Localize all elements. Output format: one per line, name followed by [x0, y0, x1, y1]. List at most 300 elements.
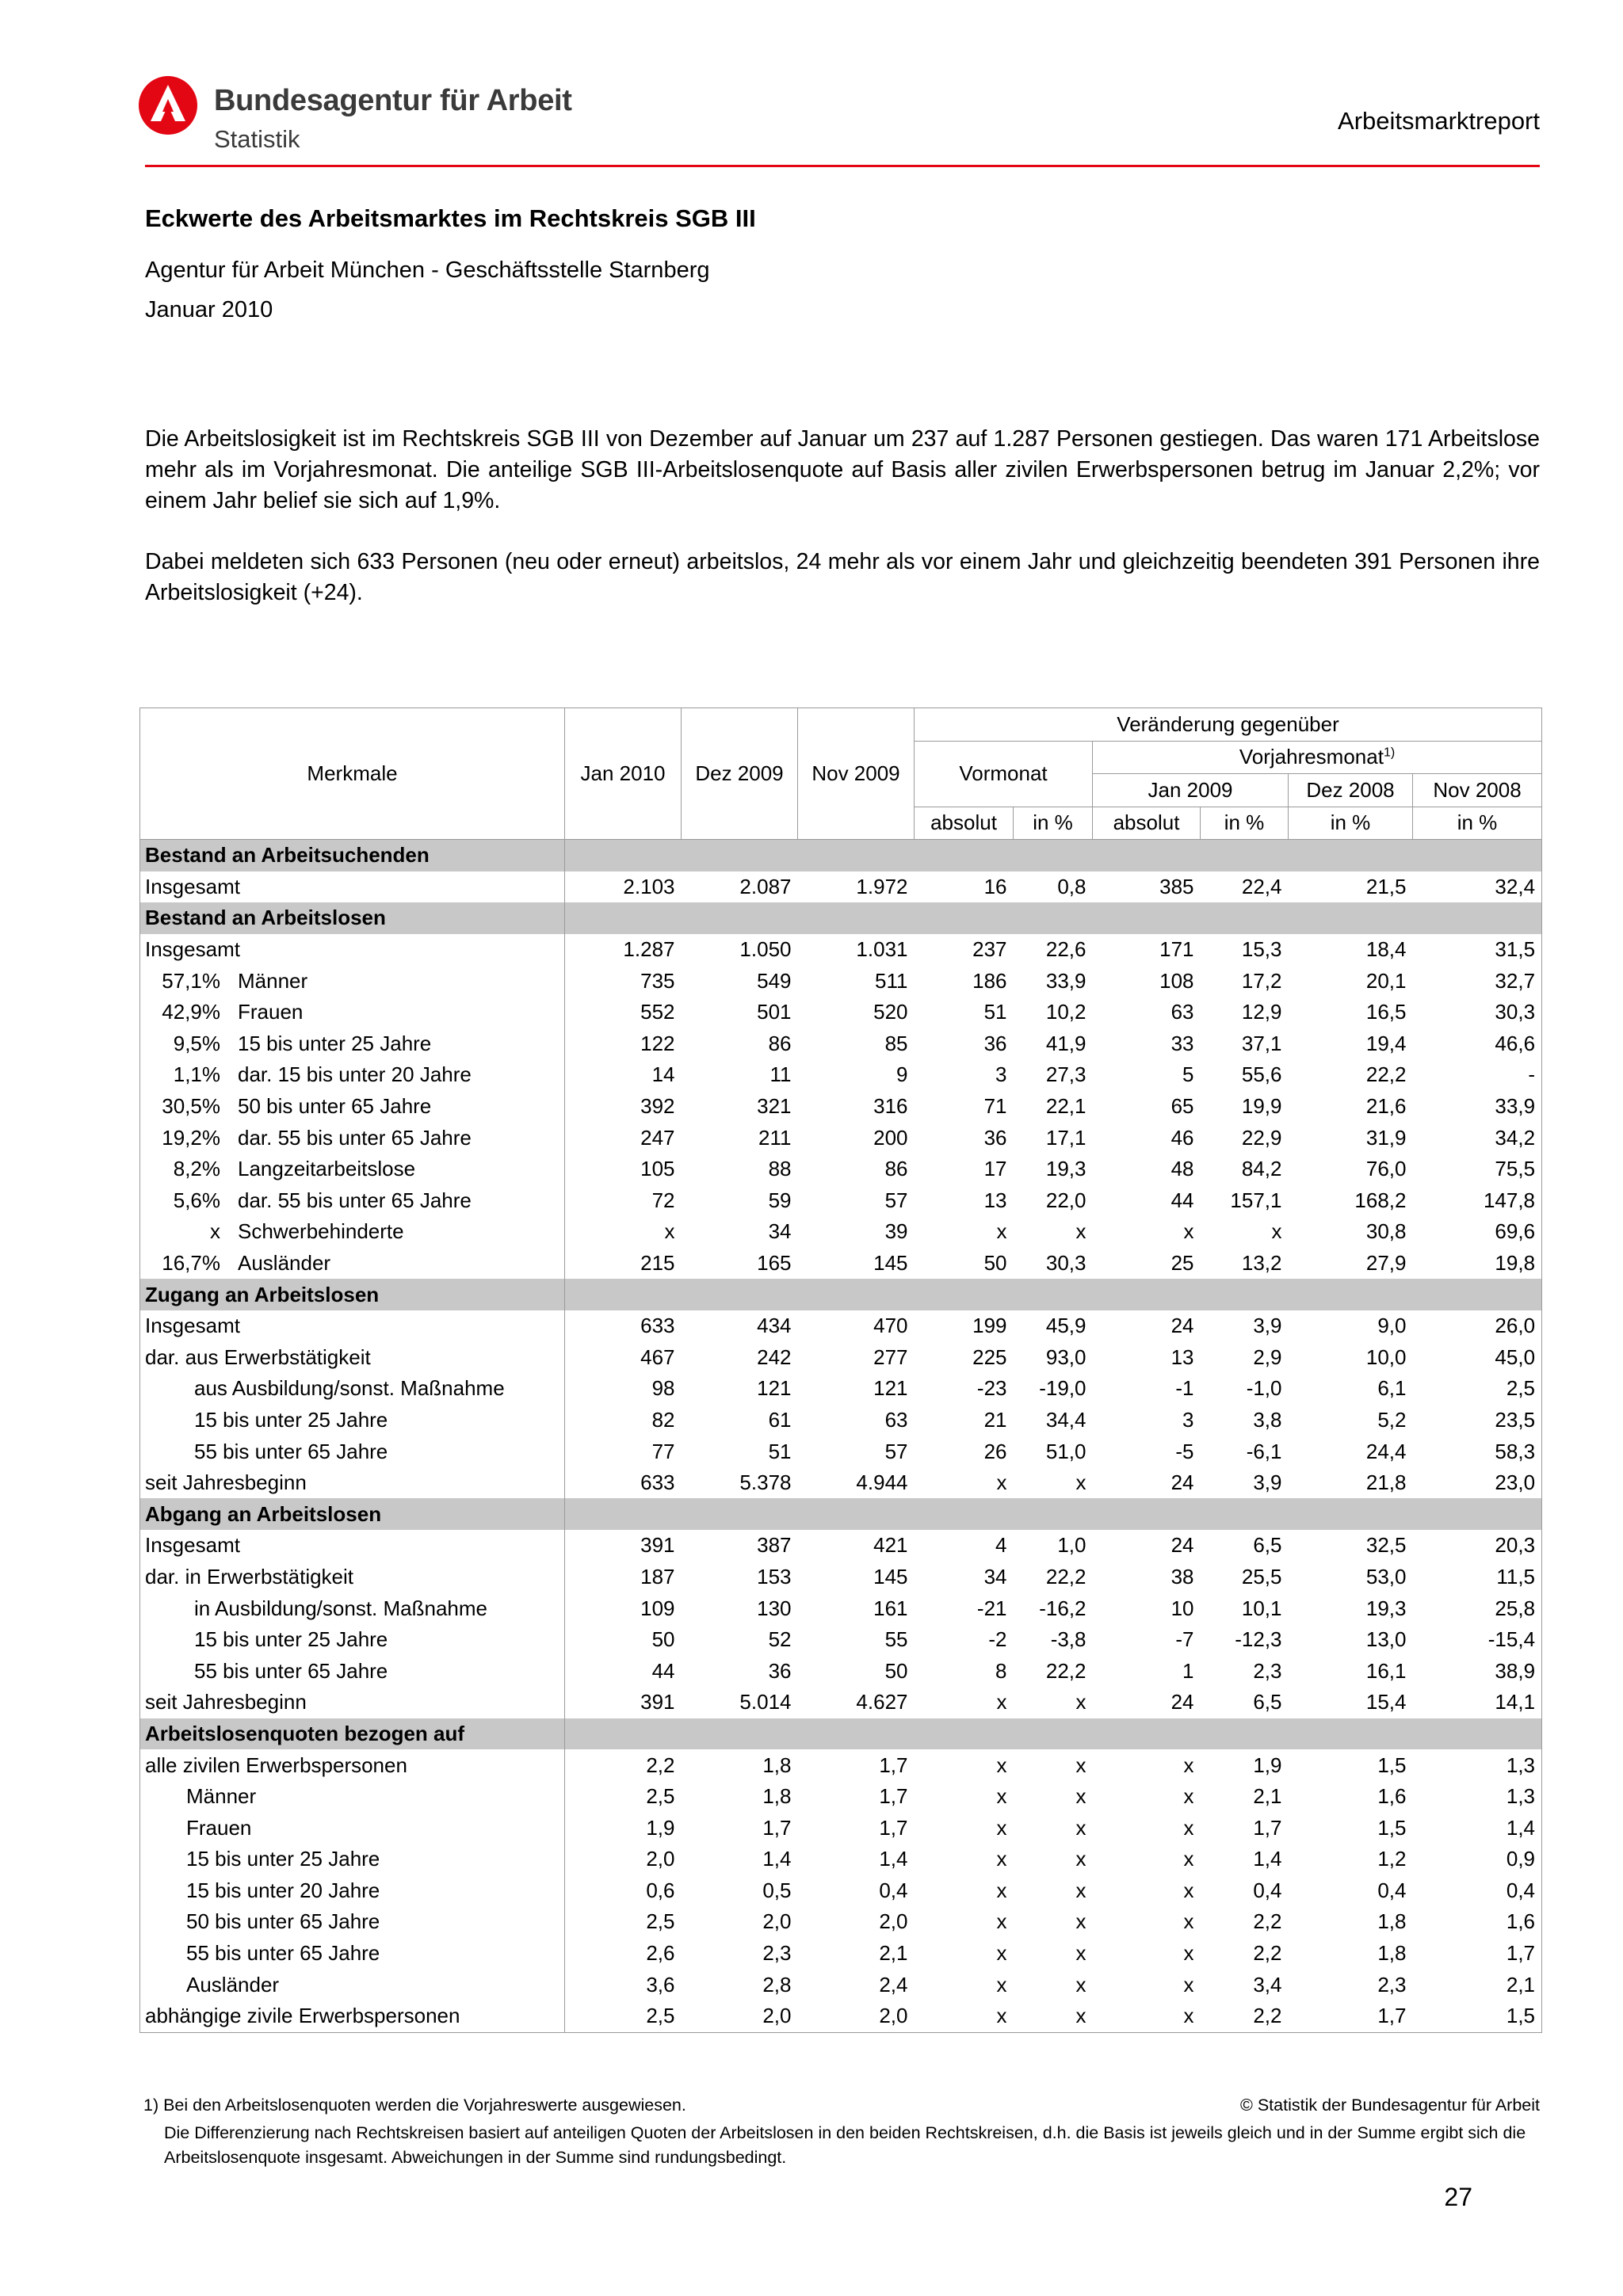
value-vormonat-pct: 93,0	[1045, 1344, 1086, 1369]
value-nov-2008-pct: 23,5	[1413, 1405, 1542, 1436]
value-jan-2009-pct: 2,9	[1253, 1344, 1282, 1369]
value-nov-2009: 86	[884, 1157, 908, 1181]
value-dez-2008-pct: 19,3	[1365, 1596, 1407, 1620]
value-jan-2009-absolut: 25	[1170, 1251, 1194, 1276]
value-dez-2008-pct: 20,1	[1365, 968, 1407, 993]
value-nov-2008-pct: -15,4	[1413, 1624, 1542, 1656]
value-dez-2008-pct: 1,8	[1377, 1941, 1407, 1966]
value-nov-2008-pct: 2,5	[1413, 1373, 1542, 1405]
table-row	[140, 1405, 1542, 1436]
brand-subtitle: Statistik	[214, 125, 300, 153]
value-jan-2009-pct: 10,1	[1241, 1596, 1282, 1620]
row-label: Insgesamt	[145, 874, 240, 898]
value-jan-2009-pct: -1,0	[1246, 1376, 1282, 1401]
value-jan-2010: 72	[651, 1188, 675, 1212]
value-nov-2009: 121	[873, 1376, 908, 1401]
section-fill	[565, 1498, 1542, 1530]
value-dez-2008-pct: 21,8	[1365, 1470, 1407, 1495]
value-jan-2009-pct: -12,3	[1235, 1627, 1282, 1652]
row-label: 55 bis unter 65 Jahre	[194, 1658, 388, 1683]
value-nov-2008-pct: 58,3	[1413, 1436, 1542, 1467]
value-vormonat-absolut: x	[996, 1847, 1007, 1871]
value-jan-2009-absolut: -5	[1175, 1439, 1194, 1463]
value-nov-2009: 1.972	[856, 874, 908, 898]
value-nov-2008-pct: 1,6	[1413, 1906, 1542, 1938]
value-jan-2009-absolut: 3	[1182, 1407, 1194, 1432]
value-vormonat-absolut: x	[996, 1470, 1007, 1495]
header-vorjahresmonat: Vorjahresmonat	[1239, 745, 1384, 769]
section-header-row	[140, 1279, 1542, 1310]
row-label: Männer	[186, 1784, 257, 1809]
value-dez-2009: 1,8	[762, 1753, 792, 1777]
value-jan-2010: 2.103	[623, 874, 675, 898]
value-jan-2009-absolut: 24	[1170, 1690, 1194, 1714]
value-jan-2009-absolut: -7	[1175, 1627, 1194, 1652]
value-jan-2009-absolut: x	[1183, 1815, 1194, 1840]
value-vormonat-pct: x	[1075, 1972, 1086, 1997]
value-jan-2010: 122	[640, 1031, 675, 1055]
table-row	[140, 1875, 1542, 1907]
value-vormonat-absolut: 36	[983, 1125, 1007, 1150]
value-dez-2008-pct: 168,2	[1354, 1188, 1407, 1212]
value-jan-2009-pct: 1,4	[1253, 1847, 1282, 1871]
value-jan-2009-pct: 22,9	[1241, 1125, 1282, 1150]
value-jan-2010: 2,5	[646, 1784, 675, 1809]
value-dez-2009: 59	[768, 1188, 792, 1212]
value-nov-2008-pct: 34,2	[1413, 1122, 1542, 1154]
value-nov-2008-pct: 0,9	[1413, 1844, 1542, 1875]
value-nov-2009: 1,4	[879, 1847, 908, 1871]
value-dez-2009: 2,0	[762, 1909, 792, 1934]
value-vormonat-pct: -16,2	[1039, 1596, 1086, 1620]
value-vormonat-pct: x	[1075, 1470, 1086, 1495]
value-vormonat-pct: 27,3	[1045, 1062, 1086, 1087]
header-merkmale: Merkmale	[140, 708, 565, 840]
value-dez-2009: 165	[757, 1251, 792, 1276]
header-vormonat: Vormonat	[915, 741, 1093, 807]
value-nov-2008-pct: 32,4	[1413, 871, 1542, 903]
row-label: Langzeitarbeitslose	[238, 1157, 416, 1181]
summary-paragraph-1: Die Arbeitslosigkeit ist im Rechtskreis SGB III von Dezember auf Januar um 237 auf 1.287 Personen gestiegen. Das waren 171 Arbeitslose mehr als im Vorjahresmonat. Die anteilige SGB III-Arbeitslosenquote auf Basis aller zivilen Erwerbspersonen betrug im Januar 2,2%; vor einem Jahr belief sie sich auf 1,9%.	[145, 426, 1540, 513]
row-label-cell	[140, 871, 565, 903]
value-dez-2008-pct: 10,0	[1365, 1344, 1407, 1369]
value-jan-2009-pct: 22,4	[1241, 874, 1282, 898]
row-label: dar. 55 bis unter 65 Jahre	[238, 1188, 472, 1212]
value-jan-2010: 2,5	[565, 2000, 682, 2032]
share-percent: 9,5%	[173, 1031, 220, 1055]
value-jan-2010: 187	[640, 1564, 675, 1589]
value-jan-2010: 1.287	[623, 937, 675, 962]
value-jan-2009-absolut: x	[1093, 2000, 1201, 2032]
value-nov-2008-pct: 30,3	[1413, 997, 1542, 1028]
value-dez-2009: 52	[768, 1627, 792, 1652]
value-dez-2008-pct: 13,0	[1365, 1627, 1407, 1652]
value-vormonat-absolut: x	[996, 1219, 1007, 1244]
value-vormonat-absolut: x	[996, 1878, 1007, 1902]
value-vormonat-pct: x	[1014, 2000, 1093, 2032]
value-dez-2008-pct: 31,9	[1365, 1125, 1407, 1150]
section-fill	[565, 1279, 1542, 1310]
row-label: Frauen	[238, 1000, 304, 1024]
table-row	[140, 1342, 1542, 1374]
value-jan-2009-pct: 2,3	[1253, 1658, 1282, 1683]
value-jan-2009-pct: 2,2	[1253, 1941, 1282, 1966]
table-row	[140, 1310, 1542, 1342]
row-label-cell	[140, 1781, 565, 1813]
value-nov-2008-pct: 19,8	[1413, 1248, 1542, 1280]
section-label: Abgang an Arbeitslosen	[140, 1498, 565, 1530]
value-dez-2009: 34	[768, 1219, 792, 1244]
value-jan-2009-absolut: x	[1183, 1784, 1194, 1809]
value-vormonat-pct: 10,2	[1045, 1000, 1086, 1024]
value-jan-2010: 2,5	[646, 1909, 675, 1934]
value-nov-2008-pct: 46,6	[1413, 1028, 1542, 1060]
header-dez-2008: Dez 2008	[1289, 774, 1413, 807]
table-row	[140, 1436, 1542, 1467]
row-label: 15 bis unter 25 Jahre	[194, 1627, 388, 1652]
value-vormonat-absolut: x	[996, 1909, 1007, 1934]
row-label-cell	[140, 1562, 565, 1593]
value-vormonat-pct: x	[1075, 1784, 1086, 1809]
value-vormonat-pct: 19,3	[1045, 1157, 1086, 1181]
value-vormonat-absolut: 3	[995, 1062, 1007, 1087]
footnote-1: 1) Bei den Arbeitslosenquoten werden die Vorjahreswerte ausgewiesen.	[143, 2096, 686, 2115]
row-label: Ausländer	[186, 1972, 280, 1997]
value-jan-2009-pct: 37,1	[1241, 1031, 1282, 1055]
value-jan-2009-absolut: x	[1183, 1941, 1194, 1966]
value-dez-2008-pct: 1,6	[1377, 1784, 1407, 1809]
value-jan-2009-pct: 3,4	[1253, 1972, 1282, 1997]
value-dez-2009: 36	[768, 1658, 792, 1683]
row-label-cell	[140, 1373, 565, 1405]
value-nov-2008-pct: 45,0	[1413, 1342, 1542, 1374]
row-label: dar. in Erwerbstätigkeit	[145, 1564, 354, 1589]
value-jan-2009-pct: 17,2	[1241, 968, 1282, 993]
header-vorjahresmonat-cell	[1093, 741, 1542, 774]
key-figures-table	[139, 707, 1542, 2033]
value-jan-2009-absolut: -1	[1175, 1376, 1194, 1401]
value-nov-2008-pct: 32,7	[1413, 965, 1542, 997]
value-nov-2008-pct: 23,0	[1413, 1467, 1542, 1499]
table-row	[140, 1938, 1542, 1970]
row-label: 15 bis unter 25 Jahre	[194, 1407, 388, 1432]
value-jan-2009-pct: 6,5	[1253, 1533, 1282, 1558]
row-label: 50 bis unter 65 Jahre	[238, 1094, 432, 1119]
value-dez-2008-pct: 16,5	[1365, 1000, 1407, 1024]
value-jan-2009-absolut: 10	[1170, 1596, 1194, 1620]
row-label: dar. 55 bis unter 65 Jahre	[238, 1125, 472, 1150]
value-jan-2010: 467	[640, 1344, 675, 1369]
value-vormonat-absolut: 50	[983, 1251, 1007, 1276]
table-row	[140, 1154, 1542, 1185]
value-dez-2008-pct: 1,7	[1289, 2000, 1413, 2032]
value-vormonat-pct: x	[1075, 1219, 1086, 1244]
row-label-cell	[140, 1122, 565, 1154]
value-vormonat-pct: x	[1075, 1847, 1086, 1871]
value-dez-2008-pct: 24,4	[1365, 1439, 1407, 1463]
value-vormonat-absolut: -23	[976, 1376, 1007, 1401]
value-jan-2010: 82	[651, 1407, 675, 1432]
value-dez-2009: 11	[769, 1062, 792, 1087]
value-vormonat-absolut: x	[915, 2000, 1014, 2032]
value-jan-2009-pct: 19,9	[1241, 1094, 1282, 1119]
value-jan-2009-pct: 6,5	[1253, 1690, 1282, 1714]
header-divider	[145, 165, 1540, 167]
header-jan-2009: Jan 2009	[1093, 774, 1289, 807]
summary-paragraph-2: Dabei meldeten sich 633 Personen (neu oder erneut) arbeitslos, 24 mehr als vor einem Jahr und gleichzeitig beendeten 391 Personen ihre Arbeitslosigkeit (+24).	[145, 549, 1540, 605]
value-nov-2008-pct: 1,7	[1413, 1938, 1542, 1970]
table-row	[140, 1812, 1542, 1844]
value-jan-2009-pct: 3,9	[1253, 1314, 1282, 1338]
value-vormonat-absolut: 36	[983, 1031, 1007, 1055]
value-jan-2010: 215	[640, 1251, 675, 1276]
value-dez-2008-pct: 19,4	[1365, 1031, 1407, 1055]
row-label-cell	[140, 1969, 565, 2000]
value-jan-2010: 1,9	[646, 1815, 675, 1840]
header-nov-2009: Nov 2009	[798, 708, 915, 840]
row-label-cell	[140, 1059, 565, 1091]
header-in-pct: in %	[1201, 807, 1289, 840]
row-label-cell	[140, 1216, 565, 1248]
value-nov-2009: 316	[873, 1094, 908, 1119]
row-label-cell	[140, 1436, 565, 1467]
value-nov-2009: 470	[873, 1314, 908, 1338]
value-vormonat-pct: x	[1075, 1690, 1086, 1714]
value-dez-2009: 5.014	[739, 1690, 792, 1714]
value-jan-2010: x	[664, 1219, 675, 1244]
table-row	[140, 1844, 1542, 1875]
value-dez-2009: 2.087	[739, 874, 792, 898]
value-dez-2009: 121	[757, 1376, 792, 1401]
value-nov-2009: 57	[884, 1188, 908, 1212]
value-nov-2009: 2,1	[879, 1941, 908, 1966]
section-label: Zugang an Arbeitslosen	[140, 1279, 565, 1310]
footnote-2: Die Differenzierung nach Rechtskreisen basiert auf anteiligen Quoten der Arbeitslosen in den beiden Rechtskreisen, d.h. die Basis ist jeweils gleich und in der Summe ergibt sich die Arbeitslosenquote insgesamt. Abweichungen in der Summe sind rundungsbedingt.	[164, 2123, 1526, 2167]
value-jan-2009-absolut: 24	[1170, 1470, 1194, 1495]
footnote-marker: 1)	[1383, 746, 1396, 760]
value-dez-2009: 1.050	[739, 937, 792, 962]
value-vormonat-absolut: x	[996, 1784, 1007, 1809]
value-nov-2008-pct: -	[1413, 1059, 1542, 1091]
value-vormonat-pct: 22,6	[1045, 937, 1086, 962]
value-dez-2008-pct: 1,8	[1377, 1909, 1407, 1934]
value-vormonat-pct: 41,9	[1045, 1031, 1086, 1055]
row-label-cell	[140, 1405, 565, 1436]
row-label: in Ausbildung/sonst. Maßnahme	[194, 1596, 487, 1620]
value-jan-2009-absolut: 385	[1159, 874, 1194, 898]
value-jan-2009-pct: -6,1	[1246, 1439, 1282, 1463]
value-nov-2009: 0,4	[879, 1878, 908, 1902]
value-dez-2008-pct: 53,0	[1365, 1564, 1407, 1589]
row-label-cell	[140, 1028, 565, 1060]
value-nov-2009: 511	[875, 968, 908, 993]
value-nov-2008-pct: 2,1	[1413, 1969, 1542, 2000]
value-nov-2009: 63	[884, 1407, 908, 1432]
value-dez-2008-pct: 2,3	[1377, 1972, 1407, 1997]
value-dez-2008-pct: 22,2	[1365, 1062, 1407, 1087]
row-label-cell	[140, 1530, 565, 1562]
table-row	[140, 1969, 1542, 2000]
value-vormonat-pct: x	[1075, 1909, 1086, 1934]
row-label: seit Jahresbeginn	[145, 1690, 307, 1714]
value-jan-2010: 105	[640, 1157, 675, 1181]
value-dez-2009: 1,4	[762, 1847, 792, 1871]
value-jan-2010: 14	[651, 1062, 675, 1087]
office-name: Agentur für Arbeit München - Geschäftsstelle Starnberg	[145, 257, 710, 283]
table-row	[140, 1028, 1542, 1060]
value-nov-2009: 145	[873, 1251, 908, 1276]
table-row	[140, 1185, 1542, 1217]
value-jan-2009-pct: 1,7	[1253, 1815, 1282, 1840]
value-vormonat-absolut: x	[996, 1972, 1007, 1997]
value-nov-2008-pct: 1,3	[1413, 1749, 1542, 1781]
value-jan-2009-absolut: 44	[1170, 1188, 1194, 1212]
row-label-cell	[140, 1248, 565, 1280]
value-dez-2009: 88	[768, 1157, 792, 1181]
row-label-cell	[140, 965, 565, 997]
value-vormonat-pct: 1,0	[1057, 1533, 1086, 1558]
table-row	[140, 871, 1542, 903]
value-vormonat-absolut: 8	[995, 1658, 1007, 1683]
row-label-cell	[140, 1749, 565, 1781]
row-label-cell	[140, 1154, 565, 1185]
row-label-cell	[140, 934, 565, 966]
value-jan-2009-pct: 0,4	[1253, 1878, 1282, 1902]
value-nov-2009: 421	[873, 1533, 908, 1558]
value-jan-2009-absolut: 13	[1170, 1344, 1194, 1369]
header-in-pct: in %	[1289, 807, 1413, 840]
share-percent: 30,5%	[162, 1094, 220, 1119]
value-dez-2009: 501	[757, 1000, 792, 1024]
value-jan-2009-pct: 13,2	[1241, 1251, 1282, 1276]
key-figures-table-container	[139, 707, 1541, 2033]
value-dez-2008-pct: 16,1	[1365, 1658, 1407, 1683]
value-jan-2010: 2,0	[646, 1847, 675, 1871]
value-nov-2009: 50	[884, 1658, 908, 1683]
value-vormonat-absolut: 51	[983, 1000, 1007, 1024]
value-nov-2008-pct: 1,5	[1413, 2000, 1542, 2032]
header-jan-2010: Jan 2010	[565, 708, 682, 840]
value-nov-2008-pct: 33,9	[1413, 1091, 1542, 1123]
value-dez-2009: 51	[768, 1439, 792, 1463]
section-header-row	[140, 840, 1542, 871]
value-nov-2009: 200	[873, 1125, 908, 1150]
value-dez-2008-pct: 0,4	[1377, 1878, 1407, 1902]
header-in-pct: in %	[1014, 807, 1093, 840]
value-dez-2009: 2,0	[682, 2000, 798, 2032]
section-fill	[565, 840, 1542, 871]
value-jan-2009-absolut: 1	[1182, 1658, 1194, 1683]
value-dez-2008-pct: 6,1	[1377, 1376, 1407, 1401]
value-vormonat-pct: 45,9	[1045, 1314, 1086, 1338]
value-jan-2009-absolut: 33	[1170, 1031, 1194, 1055]
value-dez-2008-pct: 18,4	[1365, 937, 1407, 962]
value-jan-2010: 2,6	[646, 1941, 675, 1966]
value-vormonat-absolut: 225	[972, 1344, 1007, 1369]
value-nov-2009: 2,0	[879, 1909, 908, 1934]
value-dez-2008-pct: 1,2	[1377, 1847, 1407, 1871]
value-vormonat-absolut: 13	[983, 1188, 1007, 1212]
row-label-cell	[140, 1185, 565, 1217]
table-row	[140, 1091, 1542, 1123]
value-dez-2009: 321	[757, 1094, 792, 1119]
row-label: aus Ausbildung/sonst. Maßnahme	[194, 1376, 505, 1401]
value-dez-2008-pct: 15,4	[1365, 1690, 1407, 1714]
value-vormonat-absolut: 71	[983, 1094, 1007, 1119]
value-dez-2009: 2,3	[762, 1941, 792, 1966]
value-jan-2010: 392	[640, 1094, 675, 1119]
table-header	[140, 708, 1542, 840]
agency-logo-icon	[138, 75, 198, 135]
row-label-cell	[140, 1091, 565, 1123]
value-nov-2009: 145	[873, 1564, 908, 1589]
value-jan-2010: 50	[651, 1627, 675, 1652]
value-jan-2009-absolut: x	[1183, 1847, 1194, 1871]
share-percent: 19,2%	[162, 1125, 220, 1150]
value-jan-2010: 2,2	[646, 1753, 675, 1777]
value-dez-2009: 130	[757, 1596, 792, 1620]
row-label: dar. 15 bis unter 20 Jahre	[238, 1062, 472, 1087]
value-nov-2009: 2,4	[879, 1972, 908, 1997]
row-label: Insgesamt	[145, 1314, 240, 1338]
value-nov-2008-pct: 31,5	[1413, 934, 1542, 966]
value-jan-2009-pct: 2,2	[1201, 2000, 1289, 2032]
value-jan-2009-pct: 15,3	[1241, 937, 1282, 962]
header-dez-2009: Dez 2009	[682, 708, 798, 840]
value-jan-2010: 633	[640, 1470, 675, 1495]
row-label: 55 bis unter 65 Jahre	[186, 1941, 380, 1966]
row-label: Ausländer	[238, 1251, 331, 1276]
value-nov-2008-pct: 0,4	[1413, 1875, 1542, 1907]
table-row	[140, 1467, 1542, 1499]
value-jan-2010: 3,6	[646, 1972, 675, 1997]
value-vormonat-pct: 17,1	[1045, 1125, 1086, 1150]
value-dez-2009: 549	[757, 968, 792, 993]
value-vormonat-pct: 22,1	[1045, 1094, 1086, 1119]
section-header-row	[140, 1718, 1542, 1750]
value-nov-2009: 1,7	[879, 1784, 908, 1809]
value-dez-2008-pct: 5,2	[1377, 1407, 1407, 1432]
value-jan-2009-absolut: 171	[1159, 937, 1194, 962]
header-veraenderung: Veränderung gegenüber	[915, 708, 1542, 742]
value-nov-2009: 2,0	[798, 2000, 915, 2032]
value-vormonat-absolut: 17	[983, 1157, 1007, 1181]
row-label: 15 bis unter 25 Jahre	[238, 1031, 432, 1055]
value-vormonat-pct: x	[1075, 1941, 1086, 1966]
row-label: 15 bis unter 20 Jahre	[186, 1878, 380, 1902]
report-month: Januar 2010	[145, 297, 273, 322]
value-vormonat-absolut: x	[996, 1815, 1007, 1840]
header-in-pct: in %	[1413, 807, 1542, 840]
share-percent: 8,2%	[173, 1157, 220, 1181]
brand-name: Bundesagentur für Arbeit	[214, 84, 572, 117]
table-body	[140, 840, 1542, 2033]
table-row	[140, 934, 1542, 966]
value-jan-2009-absolut: x	[1183, 1909, 1194, 1934]
table-row	[140, 1248, 1542, 1280]
value-dez-2009: 1,7	[762, 1815, 792, 1840]
table-row	[140, 1592, 1542, 1624]
value-nov-2009: 9	[896, 1062, 908, 1087]
value-vormonat-absolut: 21	[983, 1407, 1007, 1432]
value-vormonat-pct: 22,0	[1045, 1188, 1086, 1212]
value-nov-2008-pct: 14,1	[1413, 1687, 1542, 1718]
row-label-cell	[140, 1592, 565, 1624]
value-vormonat-absolut: 16	[983, 874, 1007, 898]
value-vormonat-absolut: 186	[972, 968, 1007, 993]
row-label: Insgesamt	[145, 1533, 240, 1558]
row-label: Frauen	[186, 1815, 252, 1840]
